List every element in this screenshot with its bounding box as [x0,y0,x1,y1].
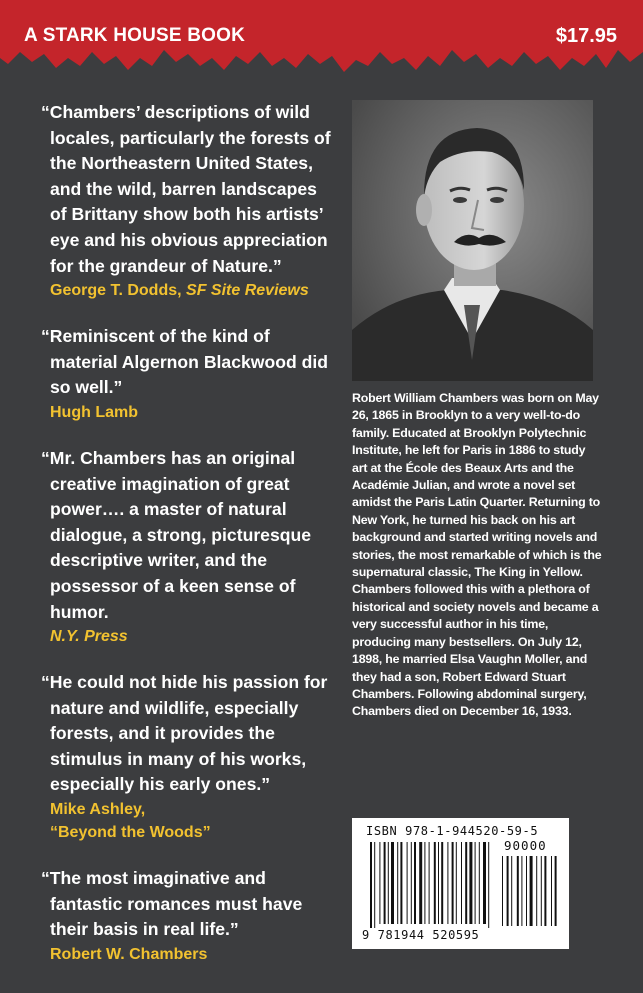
barcode-bar [407,842,408,924]
barcode-bar [461,842,462,924]
barcode-number: 9 781944 520595 [362,928,480,942]
publisher-name: A STARK HOUSE BOOK [24,25,246,46]
author-source: N.Y. Press [50,628,128,646]
barcode-bar [456,842,457,924]
quote-text: “Chambers’ descriptions of wild locales, particularly the forests of the Northeastern United States, and the wild, barren landscapes of Brittany show both his artists’ eye and his obvious appreciation for the grandeur of Nature.” [41,102,331,276]
barcode-bar [465,842,467,924]
price-label: $17.95 [555,25,617,47]
barcode-bar [447,842,448,924]
barcode-addon-bar [536,856,537,926]
barcode-bar [441,842,443,924]
barcode-bar [379,842,380,924]
barcode-addon-bar [541,856,542,926]
quote-text: “Mr. Chambers has an original creative imagination of great power…. a master of natural dialogue, a strong, picturesque descriptive writer, and the possessor of a keen sense of humor. [41,447,312,622]
barcode-bar [479,842,480,924]
portrait-image [352,100,593,381]
barcode-addon-bar [555,856,557,926]
barcode-bar [429,842,430,924]
quote-author [36,625,336,648]
barcode-bar [438,842,439,924]
barcode-addon-bar [551,856,552,926]
quote-author-source: “Beyond the Woods” [50,824,211,842]
barcode-bar [452,842,454,924]
author-bio: Robert William Chambers was born on May 26, 1865 in Brooklyn to a very well-to-do family. Educated at Brooklyn Polytechnic Institute, he left for Paris in 1886 to study art at the École des Beaux Arts and the Académie Julian, and wrote a novel set amidst the Paris Latin Quarter. Returning to New York, he turned his back on his art background and started writing novels and stories, the most remarkable of which is the supernatural classic, The King in Yellow. Chambers followed this with a plethora of historical and society novels and became a very successful author in his time, producing many bestsellers. On July 12, 1898, he married Elsa Vaughn Moller, and they had a son, Robert Edward Stuart Chambers. Following abdominal surgery, Chambers died on December 16, 1933. [352,391,602,719]
author-portrait [352,100,593,381]
barcode-bar [488,842,489,928]
barcode-addon-bar [526,856,527,926]
barcode-bar [424,842,425,924]
header-banner [0,0,643,80]
barcode-bar [374,842,375,928]
barcode-addon-bar [507,856,509,926]
quote-item [36,100,336,302]
quote-text: “Reminiscent of the kind of material Algernon Blackwood did so well.” [41,326,328,398]
barcode-bar [469,842,472,924]
barcode-addon-number: 90000 [504,838,547,853]
barcode-bar [414,842,416,924]
quote-text: “He could not hide his passion for nature and wildlife, especially forests, and it provides the stimulus in many of his works, especially his early ones.” [41,672,328,795]
barcode-bar [419,842,422,924]
isbn-barcode [352,818,569,949]
quote-item [36,324,336,424]
quote-item [36,446,336,648]
quote-author: Mike Ashley, [50,801,146,819]
quote-author [36,279,336,302]
isbn-label: ISBN 978-1-944520-59-5 [366,824,539,838]
quote-text: “The most imaginative and fantastic romances must have their basis in real life.” [41,868,303,940]
author-name: George T. Dodds, [50,282,182,300]
barcode-bar [397,842,398,924]
quotes-column [36,100,336,988]
barcode-bar [475,842,476,924]
barcode-bar [391,842,394,924]
barcode-bar [400,842,402,924]
barcode-addon-bar [544,856,546,926]
barcode-bar [434,842,436,924]
barcode-bar [370,842,372,928]
barcode-addon-bar [521,856,522,926]
quote-author: Robert W. Chambers [50,945,208,963]
barcode-bar [483,842,486,924]
barcode-addon-bar [511,856,512,926]
barcode-bar [388,842,389,924]
barcode-bar [384,842,386,924]
quote-item [36,866,336,966]
quote-author: Hugh Lamb [50,403,138,421]
barcode-addon-bar [517,856,519,926]
barcode-bar [411,842,412,924]
barcode-addon-bar [530,856,533,926]
quote-item [36,670,336,844]
barcode-addon-bar [502,856,503,926]
author-source: SF Site Reviews [186,282,309,300]
